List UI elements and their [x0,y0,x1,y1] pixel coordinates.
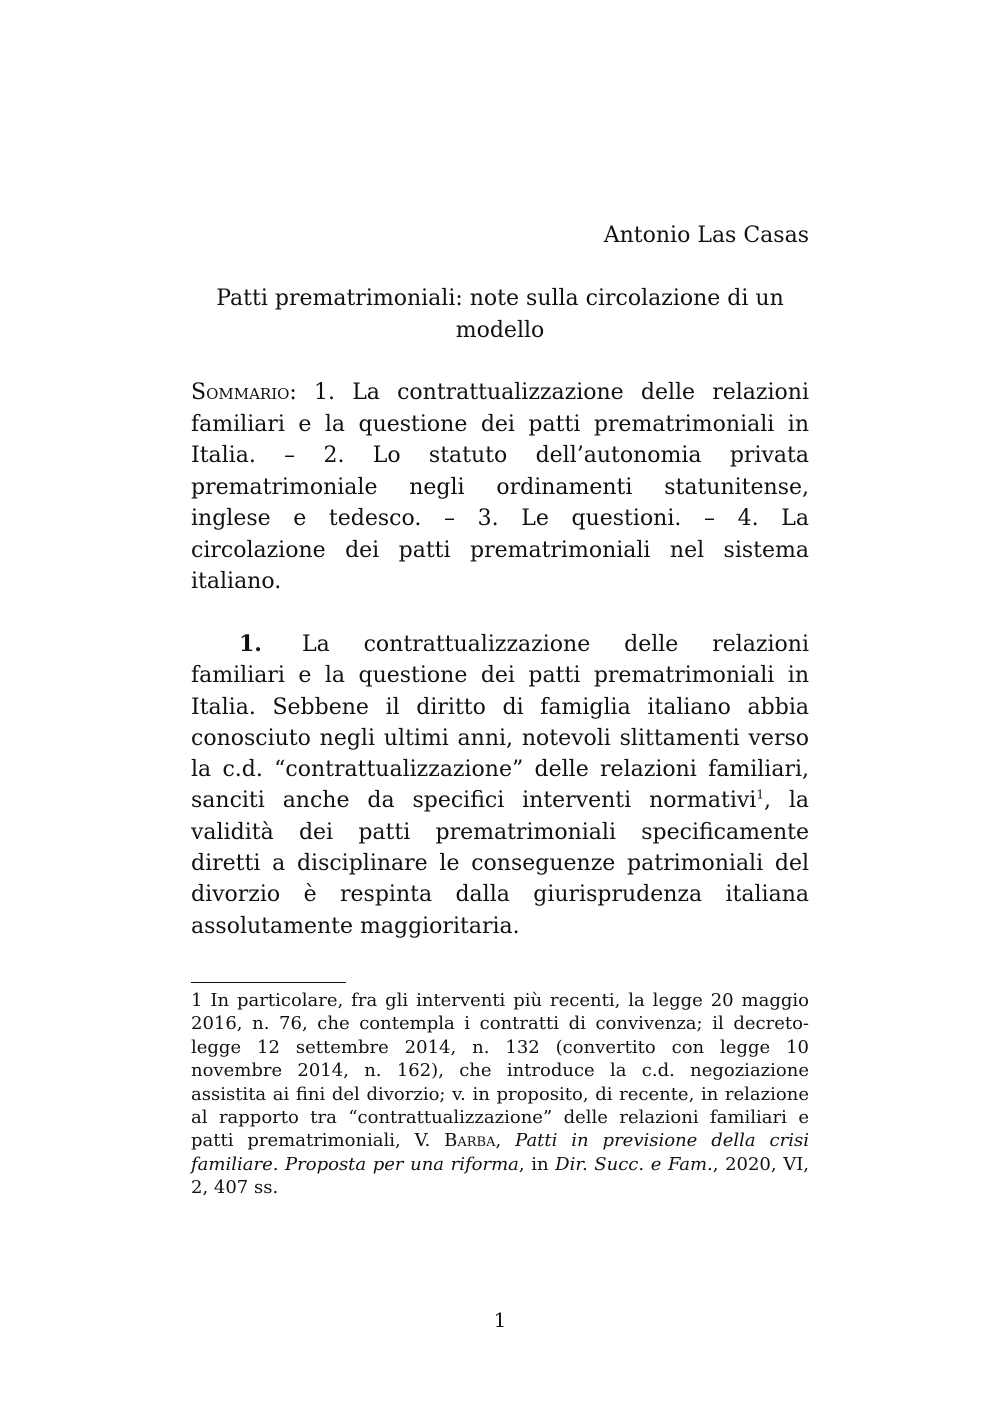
section-1-paragraph [191,629,809,942]
section-number: 1. [239,631,262,657]
footnote-journal: Dir. Succ. e Fam. [555,1153,713,1175]
author-name: Antonio Las Casas [603,223,809,248]
section-text-end: , la validità dei patti prematrimoniali specificamente diretti a disciplinare le conseguenze patrimoniali del divorzio è respinta dalla giurisprudenza italiana assolutamente maggioritaria. [191,788,809,939]
footnote-number: 1 [191,990,203,1011]
footnote-text-end: , 2020, VI, 2, 407 ss. [191,1153,810,1199]
footnote-1 [191,989,809,1200]
footnote-cited-title: Patti in previsione della crisi familiare. Proposta per una riforma [191,1130,809,1175]
section-text-start: La contrattualizzazione delle relazioni familiari e la questione dei patti prematrimoniali in Italia. Sebbene il diritto di famiglia italiano abbia conosciuto negli ultimi anni, notevoli slittamenti verso la c.d. “contrattualizzazione” delle relazioni familiari, sanciti anche da specifici interventi normativi [191,632,809,814]
article-title: Patti prematrimoniali: note sulla circolazione di un modello [216,286,784,343]
footnote-separator [191,982,346,983]
summary-text: 1. La contrattualizzazione delle relazioni familiari e la questione dei patti prematrimoniali in Italia. – 2. Lo statuto dell’autonomia privata prematrimoniale negli ordinamenti statunitense, inglese e tedesco. – 3. Le questioni. – 4. La circolazione dei patti prematrimoniali nel sistema italiano. [191,380,809,594]
footnote-sep-1: , [495,1130,516,1152]
footnote-text: In particolare, fra gli interventi più recenti, la legge 20 maggio 2016, n. 76, che contempla i contratti di convivenza; il decreto-legge 12 settembre 2014, n. 132 (convertito con legge 10 novembre 2014, n. 162), che introduce la c.d. negoziazione assistita ai fini del divorzio; v. in proposito, di recente, in relazione al rapporto tra “contrattualizzazione” delle relazioni familiari e patti prematrimoniali, V. [191,990,809,1152]
footnote-reference[interactable]: 1 [756,788,764,803]
summary-block [191,377,809,598]
footnote-sep-2: , in [518,1153,556,1175]
footnote-cited-author: Barba [444,1130,496,1152]
summary-label: Sommario: [191,380,297,405]
page-number: 1 [493,1308,507,1332]
